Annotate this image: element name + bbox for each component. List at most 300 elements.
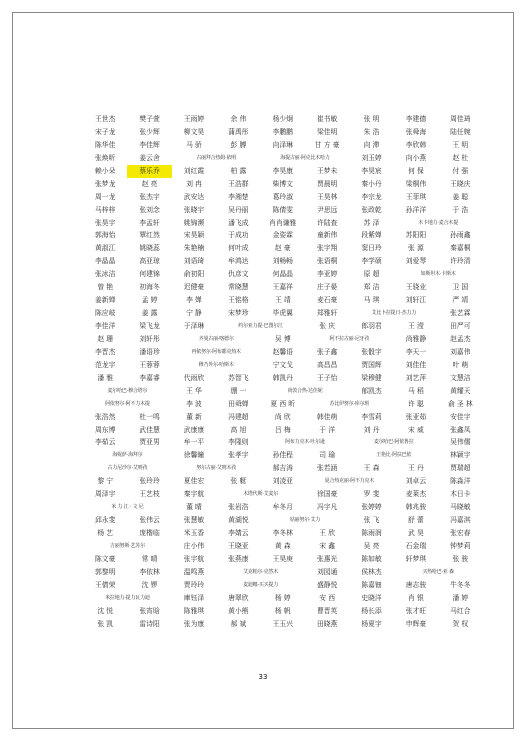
name-cell: 梁飞龙 [139,322,160,330]
name-cell: 沈 锣 [141,580,158,589]
name-cell: 蔡乐乔 [127,165,171,178]
name-cell: 蒲禹彤 [228,127,249,136]
name-cell: 朱 浩 [363,127,380,136]
name-cell: 常 晴 [141,554,158,563]
name-cell: 叶 萌 [452,360,469,369]
name-cell: 张 骏 [452,554,469,563]
name-cell: 王 明 [452,140,469,149]
name-cell: 吴伟儒 [450,438,471,447]
name-cell: 王蓉蓉 [139,360,160,369]
name-cell: 李鹏鹏 [272,127,293,136]
name-cell: 付 强 [452,166,469,175]
name-cell: 宋梦珍 [228,309,249,318]
name-cell: 何晶晶 [272,270,293,279]
name-row [83,488,483,501]
page-number: 33 [258,673,268,681]
name-cell: 古力尼沙尔·艾则孜 [107,465,148,472]
name-cell: 木日卡 [450,490,471,499]
name-cell: 张冰洁 [95,270,116,279]
name-cell: 刘艺萍 [405,373,427,382]
name-cell: 米拉地力·提力瓦力迪 [105,594,150,601]
name-cell: 吴 博 [274,334,291,343]
name-cell: 覃红然 [139,231,160,240]
name-cell: 舒 蕾 [408,516,424,525]
name-cell: 冯宇凡 [316,503,338,512]
name-cell: 吉丽努斯·艺苏尔 [109,542,145,549]
name-cell: 常晓慧 [228,283,249,292]
name-cell: 张子鑫 [316,347,338,356]
name-cell: 徐国豪 [316,490,338,499]
name-cell: 王 丹 [408,464,424,473]
name-cell: 夏 西 昕 [270,399,296,408]
name-cell: 刘卓云 [405,477,427,486]
name-cell: 张昊宇 [95,218,116,227]
name-cell: 郭黎明 [95,567,116,576]
name-cell: 宋 鑫 [319,541,336,550]
name-cell: 郎羽君 [361,322,382,330]
name-cell: 曹晋英 [316,606,338,615]
name-row [83,579,483,592]
name-cell: 陈雅琪 [183,606,205,615]
name-row [83,411,483,424]
name-cell: 董 晴 [186,503,202,512]
name-cell: 武安达 [183,192,205,201]
name-cell: 黄小熊 [228,606,249,615]
name-row [83,204,483,217]
name-cell: 李欣韩 [405,140,427,149]
name-cell: 尚敦合热·达佳妮 [287,387,323,394]
name-cell: 李湘楚 [228,192,249,201]
name-cell: 约尔亚力提·巴图尔江 [238,323,283,329]
name-cell: 郝吉涛 [272,464,293,473]
name-cell: 徐馨瞳 [183,451,205,460]
name-cell: 黄湖悦 [228,516,249,525]
name-cell: 刘园通 [316,567,338,576]
name-cell: 杜一鸣 [139,412,160,421]
name-row [83,191,483,204]
name-cell: 王昊林 [316,192,338,201]
name-cell: 苏 泽 [363,218,380,227]
name-cell: 王世杰 [95,115,116,123]
name-cell: 刘语琦 [183,257,205,266]
name-cell: 代雨欣 [183,373,205,382]
name-cell: 姜 露 [141,309,158,318]
name-cell: 王昊庚 [272,554,293,563]
name-cell: 庞楷临 [139,529,160,537]
name-cell: 宋子龙 [95,127,116,136]
name-row [83,527,483,540]
name-cell: 赵馨语 [272,347,293,356]
name-cell: 赵 杜 [452,153,469,162]
name-cell: 庄小伟 [183,541,205,550]
name-cell: 张宇航 [183,554,205,563]
name-cell: 孙洋洋 [405,205,427,214]
name-cell: 绷 一 [230,386,247,395]
name-cell: 李 波 [186,399,202,408]
name-cell: 穆乃外尔·哈斯木 [198,361,234,368]
name-cell: 秦宇航 [183,490,205,499]
name-cell: 杨 帆 [274,606,291,615]
name-row [83,268,483,281]
name-cell: 赖小朵 [95,166,116,175]
name-cell: 周佳琦 [450,115,471,123]
name-cell: 唐志骏 [405,580,427,589]
name-row [83,462,483,475]
name-cell: 仇彦文 [228,270,249,279]
name-cell: 麦莱杰 [405,490,427,499]
name-cell: 姚锦濒 [183,218,205,227]
name-cell: 庫钰泽 [183,593,205,602]
name-cell: 张慧敏 [183,516,205,525]
name-cell: 贾晨明 [316,179,338,188]
name-cell: 李天一 [405,347,427,356]
name-cell: 窦日玲 [361,244,382,253]
name-cell: 张为康 [183,619,205,628]
name-cell: 黎 宁 [97,477,114,486]
name-cell: 梁穆健 [361,373,382,382]
name-cell: 李建德 [405,115,427,123]
name-cell: 王 森 [363,464,380,473]
name-row [83,398,483,411]
name-cell: 王 滢 [408,322,424,330]
name-row [83,307,483,320]
name-row [83,618,483,631]
name-cell: 贺 权 [452,619,469,628]
name-cell: 曾 艳 [97,283,114,292]
name-cell: 许陆查 [316,218,338,227]
name-cell: 郁凯杰 [361,386,382,395]
name-cell: 田晓燕 [316,619,338,628]
name-cell: 张骰宇 [361,347,382,356]
name-cell: 向 滞 [363,140,380,149]
name-cell: 马 琪 [363,296,380,305]
name-cell: 张语桐 [316,257,338,266]
name-cell: 于 浩 [452,205,469,214]
name-cell: 王晓庆 [450,179,471,188]
name-cell: 侯林杰 [361,567,382,576]
name-cell: 买热哈巴·亚 森 [422,568,454,575]
name-cell: 孙雨鑫 [450,231,471,240]
name-cell: 王 华 [186,386,202,395]
name-cell: 冯建超 [228,412,249,421]
name-cell: 张舜海 [405,127,427,136]
name-cell: 贾亚男 [139,438,160,447]
name-cell: 李 婵 [186,296,202,305]
name-cell: 于成功 [228,231,249,240]
name-row [83,475,483,488]
name-cell: 李晶晶 [95,257,116,266]
name-row [83,229,483,242]
name-cell: 吴丹丽 [228,205,249,214]
name-list [83,113,483,631]
name-cell: 童新伟 [316,231,338,240]
name-cell: 宋 威 [408,425,424,434]
name-cell: 贾瑞超 [450,464,471,473]
name-cell: 张燕康 [228,554,249,563]
name-cell: 陈华佳 [95,140,116,149]
name-cell: 文慧洁 [450,373,471,382]
name-cell: 陈嘉钿 [361,580,382,589]
name-cell: 卫 国 [452,283,469,292]
name-cell: 温鸣燕 [183,567,205,576]
name-cell: 艾比卜拉提日·杰力力 [371,310,417,317]
name-cell: 陈如敏 [361,554,382,563]
name-cell: 张刘念 [139,205,160,214]
name-cell: 牟冬月 [272,503,293,512]
name-cell: 苏智飞 [228,373,249,382]
name-cell: 王菲琪 [405,192,427,201]
name-cell: 李亚婷 [316,270,338,279]
name-cell: 杨 婷 [274,593,291,602]
name-cell: 再依努尔·阿布都克热木 [191,348,241,355]
name-cell: 刘玉婷 [361,153,382,162]
name-cell: 钟梦莉 [450,541,471,550]
name-row [83,436,483,449]
name-cell: 彭 膊 [230,140,247,149]
name-cell: 梁桐伟 [405,179,427,188]
name-cell: 尹思远 [316,205,338,214]
name-row [83,359,483,372]
name-cell: 贾国辉 [361,360,382,369]
name-cell: 李冬林 [272,529,293,537]
name-cell: 石金瑞 [405,541,427,550]
name-cell: 王浩群 [228,179,249,188]
name-cell: 潘 雅 [97,373,114,382]
name-cell: 张宇翔 [316,244,338,253]
name-cell: 葛玲淑 [272,192,293,201]
name-cell: 陈雨润 [361,529,382,537]
name-cell: 牟一平 [183,438,205,447]
name-cell: 宁文戈 [272,360,293,369]
name-cell: 黄淑江 [95,244,116,253]
name-cell: 司 瑜 [319,451,336,460]
name-cell: 李晋杰 [95,347,116,356]
name-cell: 高 旭 [230,425,247,434]
name-row [83,152,483,165]
name-cell: 俞初阳 [183,270,205,279]
name-cell: 张宵晗 [139,606,160,615]
name-cell: 肖 银 [408,593,424,602]
name-cell: 赵 亮 [141,179,158,188]
name-cell: 李依林 [139,567,160,576]
name-cell: 夏佳宏 [183,477,205,486]
name-cell: 许 聪 [408,399,424,408]
name-cell: 高亚琼 [139,257,160,266]
name-cell: 宋昊颖 [183,231,205,240]
name-cell: 牛冬冬 [450,580,471,589]
name-cell: 肖肖谦雅 [269,218,297,227]
name-cell: 陆任婉 [450,127,471,136]
name-cell: 唐翠欣 [228,593,249,602]
name-cell: 郑 洁 [363,283,380,292]
name-row [83,320,483,333]
name-cell: 张孝宇 [228,451,249,460]
name-cell: 俞 圣 林 [447,399,473,408]
name-cell: 尚雅静 [405,334,427,343]
name-cell: 麦尔哈巴·阿依鲁拉 [373,439,414,446]
name-cell: 郑雅轩 [316,309,338,318]
name-cell: 吕 梅 [274,425,291,434]
name-row [83,333,483,346]
name-cell: 牟鸿达 [228,257,249,266]
name-cell: 刘 冉 [186,179,202,188]
name-cell: 张岩浩 [228,503,249,512]
name-cell: 张才旺 [405,606,427,615]
name-cell: 张鑫凤 [450,425,471,434]
name-row [83,346,483,359]
name-cell: 赵 珊 [97,334,114,343]
name-cell: 刘畅畅 [272,257,293,266]
name-cell: 马 骄 [186,140,202,149]
document-page [12,12,514,729]
name-cell: 秦嘉桐 [450,244,471,253]
name-cell: 马梓梓 [95,205,116,214]
name-cell: 李雪莉 [361,412,382,421]
name-cell: 王 靖 [274,296,291,305]
name-row [83,566,483,579]
name-cell: 武 昊 [408,529,424,537]
name-cell: 李隆则 [228,438,249,447]
name-cell: 安佳宇 [450,412,471,421]
name-cell: 李嘉睿 [139,373,160,382]
name-cell: 刘轩彤 [139,334,160,343]
name-cell: 张 艇 [230,477,247,486]
name-cell: 金姿霖 [272,231,293,240]
name-cell: 黄 森 [274,541,291,550]
name-cell: 严 靖 [452,296,469,305]
name-cell: 赵 豪 [274,244,291,253]
name-cell: 张 源 [408,244,424,253]
name-cell: 王 欣 [319,529,336,537]
name-cell: 陈倩雯 [272,205,293,214]
name-cell: 张 飞 [363,516,380,525]
name-cell: 冯嘉淇 [450,516,471,525]
name-cell: 甘 方 豪 [314,140,340,149]
name-cell: 韩凯丹 [272,373,293,382]
name-row [83,553,483,566]
name-cell: 原 超 [363,270,380,279]
name-cell: 马 稻 [408,386,424,395]
name-cell: 宁 静 [186,309,202,318]
name-cell: 邱永斐 [95,516,116,525]
name-row [83,372,483,385]
name-cell: 马红合 [450,606,471,615]
name-cell: 韩兆骏 [405,503,427,512]
name-cell: 梁佳明 [316,127,338,136]
name-cell: 朱艳楠 [183,244,205,253]
name-cell: 王倩荣 [95,580,116,589]
name-cell: 刘 丹 [363,425,380,434]
name-cell: 麦尔哈巴·穆合塔尔 [107,387,148,394]
name-cell: 张艺霖 [450,309,471,318]
name-cell: 柏 露 [230,166,247,175]
name-cell: 王玉兴 [272,619,293,628]
name-cell: 张少辉 [139,127,160,136]
name-cell: 张玲玲 [139,477,160,486]
name-cell: 木塔代斯·艾麦尔 [243,491,279,498]
name-cell: 董 新 [186,412,202,421]
name-row [83,255,483,268]
name-cell: 张亚茹 [405,412,427,421]
name-cell: 孙佳程 [272,451,293,460]
name-cell: 刘红霞 [183,166,205,175]
name-cell: 姜新婵 [95,296,116,305]
name-cell: 秦小丹 [361,179,382,188]
name-cell: 许玲清 [450,257,471,266]
name-cell: 阿布力克木·吐尔逊 [285,439,325,446]
name-cell: 刘凌亚 [272,477,293,486]
name-cell: 贾玲玲 [183,580,205,589]
name-cell: 王梦未 [316,166,338,175]
name-row [83,501,483,514]
name-cell: 李孟轩 [139,218,160,227]
name-cell: 史晓洋 [361,593,382,602]
name-cell: 古丽拜合热姆·依明 [196,154,237,161]
name-cell: 苏比伊努尔·库尔班 [329,400,370,407]
name-cell: 李宗龙 [361,192,382,201]
name-cell: 张焕昕 [95,153,116,162]
name-row [83,514,483,527]
name-cell: 海妮萨·海拜尔 [112,452,143,459]
name-cell: 艾克帕尔·克然木 [243,568,279,575]
name-cell: 武康康 [183,425,205,434]
name-cell: 杨长添 [361,606,382,615]
name-cell: 高昌昌 [316,360,338,369]
name-row [83,294,483,307]
name-cell: 张梦龙 [95,179,116,188]
name-cell: 柳文昊 [183,127,205,136]
name-cell: 姜 聪 [452,192,469,201]
name-cell: 田舜婵 [228,399,249,408]
name-cell: 余 伟 [230,115,247,123]
name-cell: 武佳慧 [139,425,160,434]
name-cell: 吴 亮 [363,541,380,550]
name-cell: 何 保 [408,166,424,175]
name-cell: 米 力 江 · 文 尼 [111,504,144,511]
name-cell: 范龙宇 [95,360,116,369]
name-cell: 张 庆 [319,322,336,330]
name-cell: 姜云舍 [139,153,160,162]
name-cell: 张浩然 [95,412,116,421]
name-cell: 夏合热克丽·阿不力克木 [324,478,375,485]
name-cell: 张 凯 [97,619,114,628]
name-cell: 潘语珍 [139,347,160,356]
name-cell: 周泽宇 [95,490,116,499]
name-cell: 张宏春 [450,529,471,537]
name-cell: 姚晓蕊 [139,244,160,253]
name-cell: 王骁业 [405,283,427,292]
name-cell: 杨少炯 [272,115,293,123]
name-cell: 孟 婷 [141,296,158,305]
name-cell: 张晓宇 [183,205,205,214]
name-cell: 张惠光 [316,554,338,563]
name-cell: 申辉豪 [405,619,427,628]
name-cell: 杨夏宇 [361,619,382,628]
name-cell: 轩梦琪 [405,554,427,563]
name-cell: 王子怡 [316,373,338,382]
name-cell: 李学硕 [361,257,382,266]
name-cell: 潘 婷 [452,593,469,602]
name-cell: 马晓敏 [450,503,471,512]
name-cell: 李婧云 [228,529,249,537]
name-row [83,165,483,178]
name-cell: 何建锦 [139,270,160,279]
name-cell: 王嘉祥 [272,283,293,292]
name-row [83,385,483,398]
name-cell: 李佳洋 [95,322,116,330]
name-cell: 陈淼洋 [450,477,471,486]
name-cell: 刘爱琴 [405,257,427,266]
